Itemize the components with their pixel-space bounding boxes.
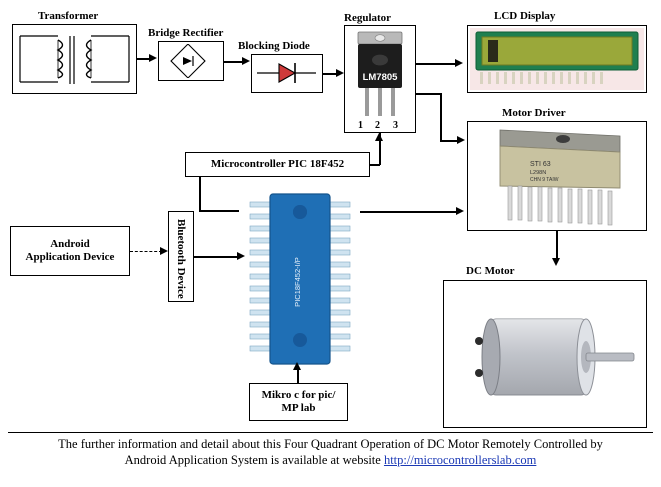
svg-text:L298N: L298N xyxy=(530,170,547,176)
arrow-bluetooth-to-mcu xyxy=(237,252,245,260)
label-blocking-diode: Blocking Diode xyxy=(238,40,310,52)
pic-microcontroller-chip xyxy=(240,190,360,370)
wire-mcu-to-regulator-h xyxy=(370,164,380,166)
arrow-android-to-bluetooth xyxy=(160,247,168,255)
microcontroller-label: Microcontroller PIC 18F452 xyxy=(210,158,345,170)
mikroc-line2: MP lab xyxy=(281,402,316,414)
footer-line-2-text: Android Application System is available at website xyxy=(124,453,384,467)
arrow-diode-to-regulator xyxy=(336,69,344,77)
arrow-driver-to-motor xyxy=(552,258,560,266)
footer-line-2 xyxy=(0,452,661,468)
label-bridge-rectifier: Bridge Rectifier xyxy=(148,27,224,39)
arrow-mcu-to-driver xyxy=(456,207,464,215)
android-device-line2: Application Device xyxy=(25,251,115,263)
footer-line-1: The further information and detail about this Four Quadrant Operation of DC Motor Remotely Controlled by xyxy=(58,437,603,451)
wire-mcu-to-driver xyxy=(355,211,457,213)
lcd-module-image xyxy=(470,28,644,90)
wire-mcu-label-down xyxy=(199,177,201,211)
mikroc-line1: Mikro c for pic/ xyxy=(261,389,336,401)
arrow-regulator-to-lcd xyxy=(455,59,463,67)
website-link[interactable]: http://microcontrollerslab.com xyxy=(383,453,537,467)
transformer-symbol xyxy=(14,26,135,92)
svg-text:CHN 9 TAIW: CHN 9 TAIW xyxy=(530,177,559,183)
wire-android-to-bluetooth xyxy=(130,251,162,252)
arrow-regulator-to-driver xyxy=(457,136,465,144)
android-device-line1: Android xyxy=(50,238,90,250)
wire-regulator-to-driver-v xyxy=(440,93,442,141)
wire-bridge-to-diode xyxy=(224,61,243,63)
wire-regulator-to-lcd xyxy=(416,63,456,65)
wire-driver-to-motor xyxy=(556,231,558,260)
mikroc-label xyxy=(249,383,348,421)
arrow-mikroc-to-mcu xyxy=(293,362,301,370)
motor-driver-image xyxy=(470,124,644,228)
regulator-pin-2: 2 xyxy=(375,120,380,131)
arrow-mcu-to-regulator xyxy=(375,133,383,141)
svg-text:STI 63: STI 63 xyxy=(530,161,551,168)
regulator-pin-3: 3 xyxy=(393,120,398,131)
wire-mikroc-to-mcu xyxy=(297,369,299,383)
footer-divider xyxy=(8,432,653,433)
label-lcd-display: LCD Display xyxy=(494,10,556,22)
dc-motor-image xyxy=(446,283,644,425)
label-regulator: Regulator xyxy=(344,12,392,24)
wire-driver-feed-h xyxy=(440,140,458,142)
svg-text:LM7805: LM7805 xyxy=(362,72,398,83)
bluetooth-device-label: Bluetooth Device xyxy=(175,219,187,299)
regulator-pin-1: 1 xyxy=(358,120,363,131)
regulator-ic-image xyxy=(348,28,412,124)
wire-bluetooth-to-mcu xyxy=(194,256,238,258)
blocking-diode-symbol xyxy=(255,58,319,89)
wire-regulator-to-driver-h xyxy=(416,93,441,95)
svg-text:PIC18F452-I/P: PIC18F452-I/P xyxy=(293,257,302,307)
wire-mcu-label-down-h xyxy=(199,210,239,212)
label-dc-motor: DC Motor xyxy=(466,265,515,277)
bridge-rectifier-symbol xyxy=(162,44,220,78)
label-motor-driver: Motor Driver xyxy=(502,107,566,119)
arrow-transformer-to-bridge xyxy=(149,54,157,62)
android-device-label xyxy=(10,226,130,276)
arrow-bridge-to-diode xyxy=(242,57,250,65)
label-transformer: Transformer xyxy=(38,10,99,22)
wire-diode-to-regulator xyxy=(323,73,337,75)
